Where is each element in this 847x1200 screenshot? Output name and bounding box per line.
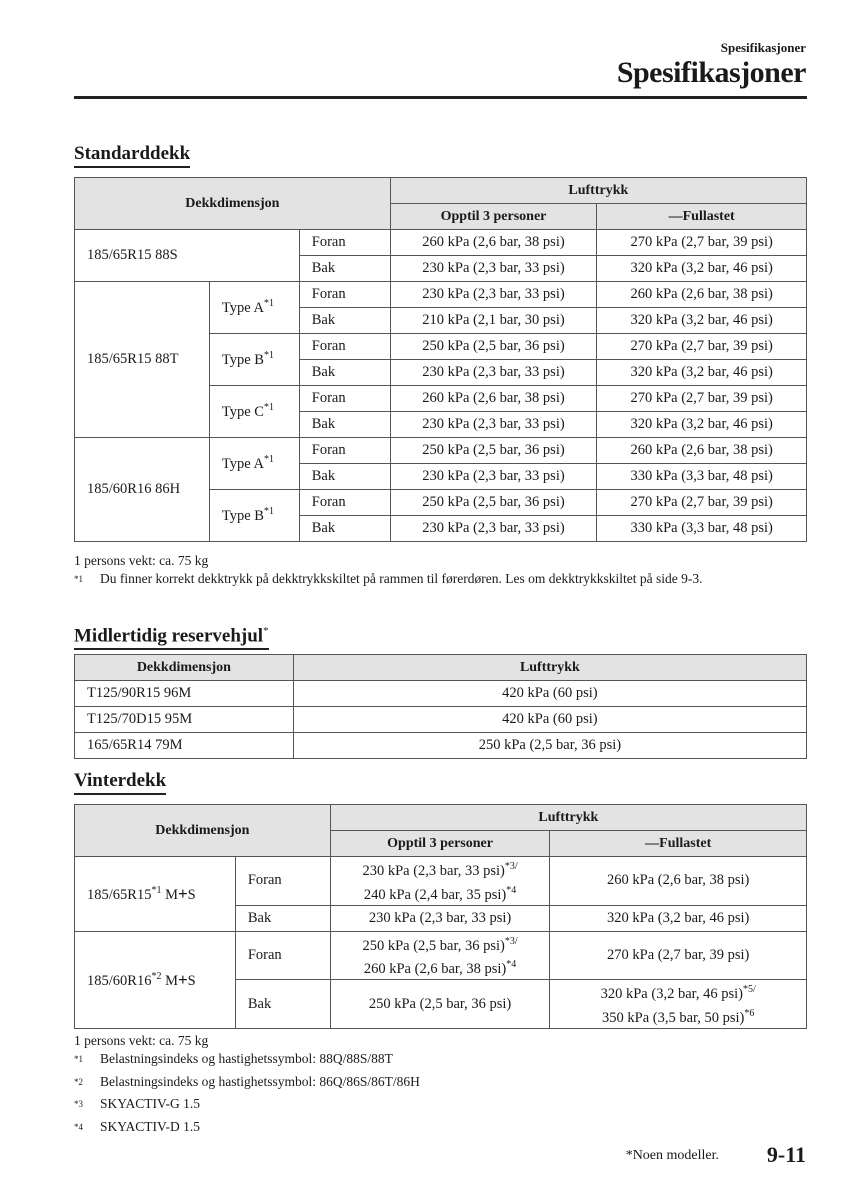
pressure-value: 250 kPa (2,5 bar, 36 psi) (330, 980, 550, 1029)
pressure-value: 270 kPa (2,7 bar, 39 psi) (597, 334, 807, 360)
footnote-mark: *1 (263, 506, 274, 518)
pressure-value: 420 kPa (60 psi) (293, 681, 806, 707)
pressure-value: 330 kPa (3,3 bar, 48 psi) (597, 464, 807, 490)
footnote (74, 570, 807, 593)
pressure-value: 270 kPa (2,7 bar, 39 psi) (597, 230, 807, 256)
header-rule (74, 96, 807, 99)
pressure-value: 230 kPa (2,3 bar, 33 psi) (390, 464, 597, 490)
tire-type (209, 438, 299, 490)
footnote-label: *1 (74, 574, 83, 584)
tire-dimension: 185/65R15 88T (75, 282, 210, 438)
footnote (74, 1095, 807, 1118)
tire-dimension: T125/90R15 96M (75, 681, 294, 707)
footnote-mark: *1 (263, 402, 274, 414)
pressure-value: 250 kPa (2,5 bar, 36 psi) (390, 438, 597, 464)
footnote (74, 1050, 807, 1073)
type-label: Type A (221, 299, 264, 316)
running-header: Spesifikasjoner (720, 40, 806, 55)
position: Bak (235, 980, 330, 1029)
position: Foran (299, 230, 390, 256)
table-row (75, 438, 807, 464)
type-label: Type C (221, 403, 264, 420)
tire-dimension: T125/70D15 95M (75, 707, 294, 733)
weight-note: 1 persons vekt: ca. 75 kg (74, 553, 209, 568)
footnote-label: *4 (74, 1121, 83, 1132)
pressure-value: 330 kPa (3,3 bar, 48 psi) (597, 516, 807, 542)
plus-icon: + (177, 969, 188, 989)
section-title-standard: Standarddekk (74, 143, 190, 168)
header-full-load: —Fullastet (550, 831, 807, 857)
footnote-text: Du finner korrekt dekktrykk på dekktrykkskiltet på rammen til førerdøren. Les om dekktrykkskiltet på side 9-3. (100, 571, 703, 586)
pressure-value: 230 kPa (2,3 bar, 33 psi) (390, 282, 597, 308)
pressure-value: 320 kPa (3,2 bar, 46 psi) (597, 360, 807, 386)
pressure-value: 250 kPa (2,5 bar, 36 psi) (390, 334, 597, 360)
footnote-text: Belastningsindeks og hastighetssymbol: 88Q/88S/88T (100, 1051, 393, 1066)
footnote-mark: *1 (151, 885, 162, 896)
position: Bak (299, 360, 390, 386)
pressure-value: 230 kPa (2,3 bar, 33 psi) (330, 905, 550, 931)
section-title-winter: Vinterdekk (74, 770, 166, 795)
header-dimension: Dekkdimensjon (75, 655, 294, 681)
pressure-value: 320 kPa (3,2 bar, 46 psi) (597, 256, 807, 282)
header-pressure: Lufttrykk (330, 805, 806, 831)
tire-dimension: 185/60R16 86H (75, 438, 210, 542)
header-up-to-3: Opptil 3 personer (330, 831, 550, 857)
pressure-value: 270 kPa (2,7 bar, 39 psi) (597, 490, 807, 516)
header-up-to-3: Opptil 3 personer (390, 204, 597, 230)
winter-notes (74, 1032, 807, 1140)
pressure-value: 260 kPa (2,6 bar, 38 psi) (597, 282, 807, 308)
tire-dimension: 165/65R14 79M (75, 733, 294, 759)
section-title-spare: Midlertidig reservehjul* (74, 620, 269, 650)
position: Foran (299, 282, 390, 308)
pressure-value: 250 kPa (2,5 bar, 36 psi) (293, 733, 806, 759)
position: Foran (299, 490, 390, 516)
position: Bak (299, 516, 390, 542)
footnote-mark: *1 (263, 298, 274, 310)
footnote-label: *1 (74, 1054, 83, 1064)
header-dimension: Dekkdimensjon (75, 178, 391, 230)
position: Foran (299, 334, 390, 360)
page-number: 9-11 (766, 1142, 806, 1167)
standard-tire-table (74, 177, 807, 542)
pressure-value: 250 kPa (2,5 bar, 36 psi) (390, 490, 597, 516)
footnote-text: SKYACTIV-D 1.5 (100, 1118, 201, 1134)
pressure-value: 320 kPa (3,2 bar, 46 psi) (597, 308, 807, 334)
table-row (75, 857, 807, 906)
winter-tire-table (74, 804, 807, 1029)
pressure-value: 320 kPa (3,2 bar, 46 psi) (550, 905, 807, 931)
pressure-value: 210 kPa (2,1 bar, 30 psi) (390, 308, 597, 334)
table-row (75, 681, 807, 707)
footnote-mark: *1 (263, 454, 274, 466)
table-row (75, 733, 807, 759)
weight-note: 1 persons vekt: ca. 75 kg (74, 1033, 209, 1048)
header-dimension: Dekkdimensjon (75, 805, 331, 857)
type-label: Type A (221, 455, 264, 472)
footnote-text: SKYACTIV-G 1.5 (100, 1096, 201, 1111)
tire-dimension: 185/65R15$^{*1}$ M+S (75, 857, 236, 932)
pressure-value: 260 kPa (2,6 bar, 38 psi) (390, 386, 597, 412)
header-full-load: —Fullastet (597, 204, 807, 230)
table-row (75, 282, 807, 308)
table-row (75, 230, 807, 256)
position: Bak (299, 308, 390, 334)
tire-dimension: 185/60R16$^{*2}$ M+S (75, 931, 236, 1028)
position: Bak (235, 905, 330, 931)
pressure-value: 270 kPa (2,7 bar, 39 psi) (550, 931, 807, 980)
pressure-value: 420 kPa (60 psi) (293, 707, 806, 733)
pressure-value: 320 kPa (3,2 bar, 46 psi)$^{*5/}$ 350 kPa (3,5 bar, 50 psi)$^{*6}$ (550, 980, 807, 1029)
pressure-value: 270 kPa (2,7 bar, 39 psi) (597, 386, 807, 412)
plus-icon: + (177, 883, 188, 903)
position: Foran (299, 438, 390, 464)
table-row (75, 931, 807, 980)
pressure-value: 250 kPa (2,5 bar, 36 psi)$^{*3/}$ 260 kPa (2,6 bar, 38 psi)$^{*4}$ (330, 931, 550, 980)
footnote (74, 1118, 807, 1141)
pressure-value: 230 kPa (2,3 bar, 33 psi) (390, 360, 597, 386)
title-footnote-mark: * (263, 625, 269, 637)
footnote-mark: *2 (151, 970, 162, 982)
pressure-value: 260 kPa (2,6 bar, 38 psi) (550, 857, 807, 906)
footer-note: *Noen modeller. (625, 1148, 719, 1163)
header-pressure: Lufttrykk (293, 655, 806, 681)
footnote-label: *2 (74, 1076, 83, 1087)
header-pressure: Lufttrykk (390, 178, 806, 204)
type-label: Type B (221, 351, 264, 368)
type-label: Type B (221, 507, 264, 524)
position: Foran (235, 857, 330, 906)
position: Foran (299, 386, 390, 412)
pressure-value: 230 kPa (2,3 bar, 33 psi) (390, 412, 597, 438)
tire-type (209, 386, 299, 438)
pressure-value: 260 kPa (2,6 bar, 38 psi) (597, 438, 807, 464)
page-title: Spesifikasjoner (616, 56, 806, 89)
footnote (74, 1073, 807, 1096)
footnote-label: *3 (74, 1099, 83, 1109)
standard-notes (74, 552, 807, 593)
tire-dimension: 185/65R15 88S (75, 230, 300, 282)
footnote-mark: *1 (263, 350, 274, 362)
position: Foran (235, 931, 330, 980)
footnote-text: Belastningsindeks og hastighetssymbol: 86Q/86S/86T/86H (100, 1073, 420, 1089)
table-row (75, 707, 807, 733)
spare-tire-table (74, 654, 807, 759)
pressure-value: 230 kPa (2,3 bar, 33 psi) (390, 516, 597, 542)
pressure-value: 230 kPa (2,3 bar, 33 psi)$^{*3/}$ 240 kPa (2,4 bar, 35 psi)$^{*4}$ (330, 857, 550, 906)
position: Bak (299, 412, 390, 438)
tire-type (209, 490, 299, 542)
tire-type (209, 334, 299, 386)
tire-type (209, 282, 299, 334)
position: Bak (299, 256, 390, 282)
pressure-value: 320 kPa (3,2 bar, 46 psi) (597, 412, 807, 438)
pressure-value: 230 kPa (2,3 bar, 33 psi) (390, 256, 597, 282)
position: Bak (299, 464, 390, 490)
pressure-value: 260 kPa (2,6 bar, 38 psi) (390, 230, 597, 256)
